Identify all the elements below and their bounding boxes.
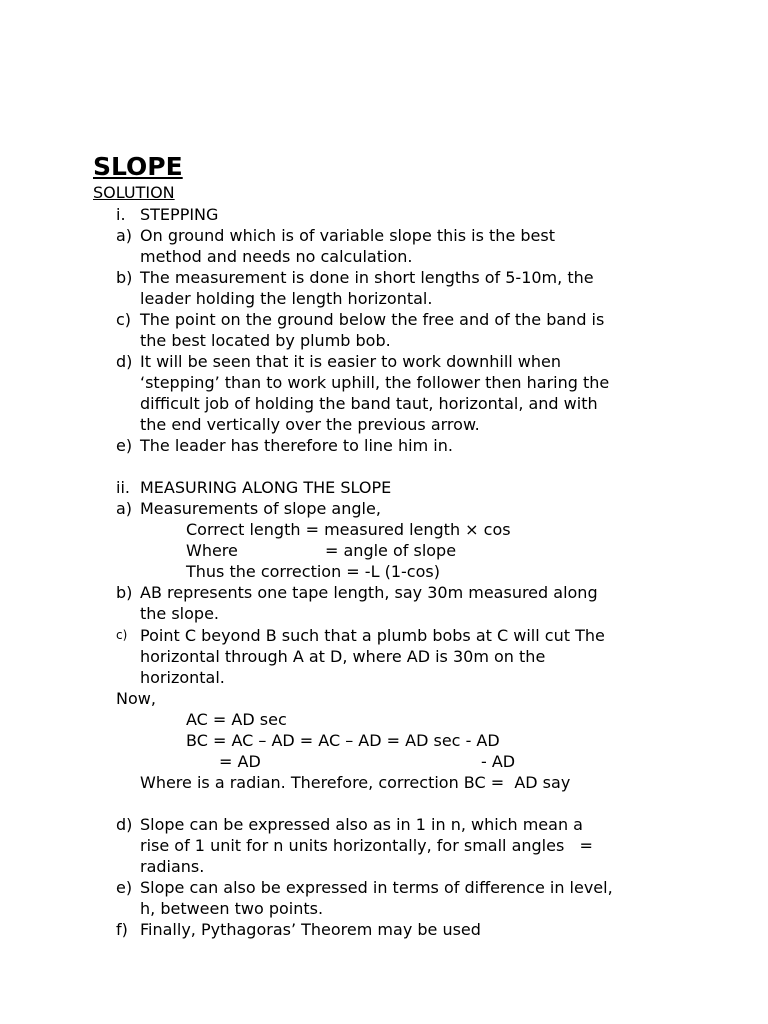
item-line: h, between two points. xyxy=(140,899,324,918)
item-marker: e) xyxy=(116,878,133,897)
item-line: ‘stepping’ than to work uphill, the follower then haring the xyxy=(140,373,610,392)
section-2-heading: MEASURING ALONG THE SLOPE xyxy=(140,478,392,497)
where-radian-line: Where is a radian. Therefore, correction BC = AD say xyxy=(140,773,571,792)
item-line: Slope can be expressed also as in 1 in n, which mean a xyxy=(140,815,583,834)
item-marker: b) xyxy=(116,583,133,602)
item-line: The measurement is done in short lengths of 5-10m, the xyxy=(140,268,594,287)
item-line: leader holding the length horizontal. xyxy=(140,289,433,308)
item-marker: d) xyxy=(116,815,133,834)
item-line: On ground which is of variable slope this is the best xyxy=(140,226,555,245)
section-2-marker: ii. xyxy=(116,478,130,497)
now-label: Now, xyxy=(116,689,156,708)
solution-heading: SOLUTION xyxy=(93,183,175,202)
item-marker: a) xyxy=(116,226,133,245)
formula-correction: Thus the correction = -L (1-cos) xyxy=(186,562,440,581)
item-line: The leader has therefore to line him in. xyxy=(140,436,453,455)
formula-correct-length: Correct length = measured length × cos xyxy=(186,520,511,539)
equation-bc-cont-left: = AD xyxy=(219,752,261,771)
section-1-marker: i. xyxy=(116,205,126,224)
item-marker: a) xyxy=(116,499,133,518)
item-line: Finally, Pythagoras’ Theorem may be used xyxy=(140,920,481,939)
item-line: Measurements of slope angle, xyxy=(140,499,381,518)
item-line: the end vertically over the previous arrow. xyxy=(140,415,480,434)
equation-bc: BC = AC – AD = AC – AD = AD sec - AD xyxy=(186,731,500,750)
item-line: the best located by plumb bob. xyxy=(140,331,391,350)
item-marker: c) xyxy=(116,310,132,329)
item-marker: f) xyxy=(116,920,128,939)
item-line: radians. xyxy=(140,857,205,876)
where-value: = angle of slope xyxy=(325,541,457,560)
item-marker: b) xyxy=(116,268,133,287)
equation-bc-cont-right: - AD xyxy=(481,752,516,771)
item-line: horizontal. xyxy=(140,668,225,687)
item-line: difficult job of holding the band taut, horizontal, and with xyxy=(140,394,598,413)
section-1-heading: STEPPING xyxy=(140,205,219,224)
item-line: AB represents one tape length, say 30m measured along xyxy=(140,583,598,602)
item-line: the slope. xyxy=(140,604,219,623)
item-line: rise of 1 unit for n units horizontally, for small angles = xyxy=(140,836,593,855)
item-line: The point on the ground below the free and of the band is xyxy=(140,310,605,329)
item-line: Point C beyond B such that a plumb bobs at C will cut The xyxy=(140,626,605,645)
item-line: Slope can also be expressed in terms of difference in level, xyxy=(140,878,613,897)
item-marker: e) xyxy=(116,436,133,455)
item-marker: c) xyxy=(116,628,128,642)
where-label: Where xyxy=(186,541,238,560)
page-title: SLOPE xyxy=(93,152,183,181)
item-line: horizontal through A at D, where AD is 30m on the xyxy=(140,647,546,666)
item-marker: d) xyxy=(116,352,133,371)
equation-ac: AC = AD sec xyxy=(186,710,287,729)
item-line: method and needs no calculation. xyxy=(140,247,413,266)
item-line: It will be seen that it is easier to work downhill when xyxy=(140,352,562,371)
